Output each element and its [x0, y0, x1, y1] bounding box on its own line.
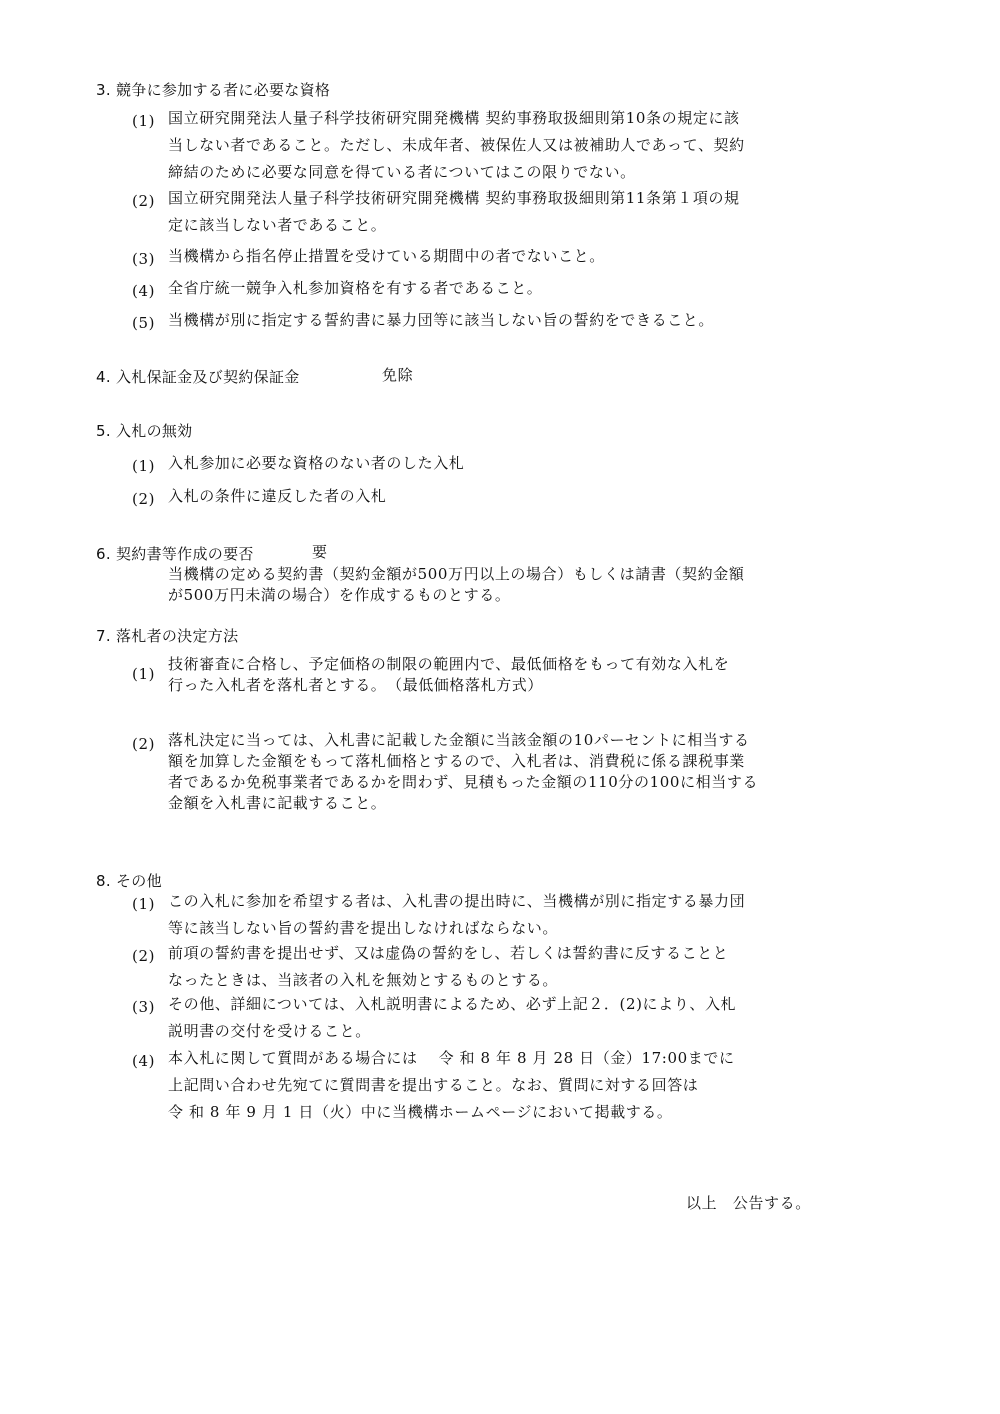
item-number: (2) — [132, 947, 156, 965]
text-line: 本入札に関して質問がある場合には 令 和 8 年 8 月 28 日（金）17:00までに — [168, 1049, 735, 1067]
section-5-item-2: 入札の条件に違反した者の入札 — [168, 487, 387, 505]
text-line: が500万円未満の場合）を作成するものとする。 — [168, 586, 511, 604]
section-3-item-4: 全省庁統一競争入札参加資格を有する者であること。 — [168, 279, 543, 297]
item-number: (1) — [132, 895, 156, 913]
section-5-heading: 5. 入札の無効 — [96, 422, 193, 440]
section-7-heading: 7. 落札者の決定方法 — [96, 627, 239, 645]
text-line: なったときは、当該者の入札を無効とするものとする。 — [168, 971, 559, 989]
item-number: (2) — [132, 192, 156, 210]
text-line: 国立研究開発法人量子科学技術研究開発機構 契約事務取扱細則第10条の規定に該 — [168, 109, 740, 127]
section-4-heading: 4. 入札保証金及び契約保証金 — [96, 368, 300, 386]
item-number: (1) — [132, 112, 156, 130]
text-line: 等に該当しない旨の誓約書を提出しなければならない。 — [168, 919, 559, 937]
section-8-item-4 — [168, 1048, 735, 1123]
text-line: 説明書の交付を受けること。 — [168, 1022, 371, 1040]
text-line: 金額を入札書に記載すること。 — [168, 794, 387, 812]
item-number: (4) — [132, 282, 156, 300]
item-number: (2) — [132, 490, 156, 508]
section-8-heading: 8. その他 — [96, 872, 162, 890]
text-line: 国立研究開発法人量子科学技術研究開発機構 契約事務取扱細則第11条第１項の規 — [168, 189, 740, 207]
section-3-item-2 — [168, 188, 740, 236]
section-6-heading: 6. 契約書等作成の要否 — [96, 545, 254, 563]
section-7-item-1 — [168, 654, 729, 696]
section-3-item-1 — [168, 108, 745, 183]
section-3-heading: 3. 競争に参加する者に必要な資格 — [96, 81, 331, 99]
text-line: 令 和 8 年 9 月 1 日（火）中に当機構ホームページにおいて掲載する。 — [168, 1103, 673, 1121]
item-number: (2) — [132, 735, 156, 753]
text-line: 定に該当しない者であること。 — [168, 216, 387, 234]
text-line: 当機構の定める契約書（契約金額が500万円以上の場合）もしくは請書（契約金額 — [168, 565, 745, 583]
section-7-item-2 — [168, 730, 758, 814]
text-line: 者であるか免税事業者であるかを問わず、見積もった金額の110分の100に相当する — [168, 773, 759, 791]
section-5-item-1: 入札参加に必要な資格のない者のした入札 — [168, 454, 465, 472]
section-6-value: 要 — [312, 543, 328, 561]
item-number: (3) — [132, 250, 156, 268]
section-3-item-5: 当機構が別に指定する誓約書に暴力団等に該当しない旨の誓約をできること。 — [168, 311, 715, 329]
text-line: その他、詳細については、入札説明書によるため、必ず上記２．(2)により、入札 — [168, 995, 737, 1013]
text-line: 行った入札者を落札者とする。 （最低価格落札方式） — [168, 676, 544, 694]
text-line: 当しない者であること。ただし、未成年者、被保佐人又は被補助人であって、契約 — [168, 136, 745, 154]
section-3-item-3: 当機構から指名停止措置を受けている期間中の者でないこと。 — [168, 247, 605, 265]
section-4-value: 免除 — [382, 366, 414, 384]
closing-text: 以上 公告する。 — [686, 1194, 811, 1212]
text-line: 落札決定に当っては、入札書に記載した金額に当該金額の10パーセントに相当する — [168, 731, 750, 749]
text-line: この入札に参加を希望する者は、入札書の提出時に、当機構が別に指定する暴力団 — [168, 892, 746, 910]
text-line: 額を加算した金額をもって落札価格とするので、入札者は、消費税に係る課税事業 — [168, 752, 745, 770]
text-line: 技術審査に合格し、予定価格の制限の範囲内で、最低価格をもって有効な入札を — [168, 655, 730, 673]
text-line: 前項の誓約書を提出せず、又は虚偽の誓約をし、若しくは誓約書に反することと — [168, 944, 729, 962]
item-number: (1) — [132, 665, 156, 683]
text-line: 上記問い合わせ先宛てに質問書を提出すること。なお、質問に対する回答は — [168, 1076, 699, 1094]
text-line: 締結のために必要な同意を得ている者についてはこの限りでない。 — [168, 163, 636, 181]
item-number: (4) — [132, 1052, 156, 1070]
section-8-item-3 — [168, 994, 736, 1042]
item-number: (5) — [132, 314, 156, 332]
section-8-item-1 — [168, 891, 745, 939]
item-number: (1) — [132, 457, 156, 475]
section-8-item-2 — [168, 943, 728, 991]
section-6-body — [168, 564, 744, 606]
item-number: (3) — [132, 998, 156, 1016]
